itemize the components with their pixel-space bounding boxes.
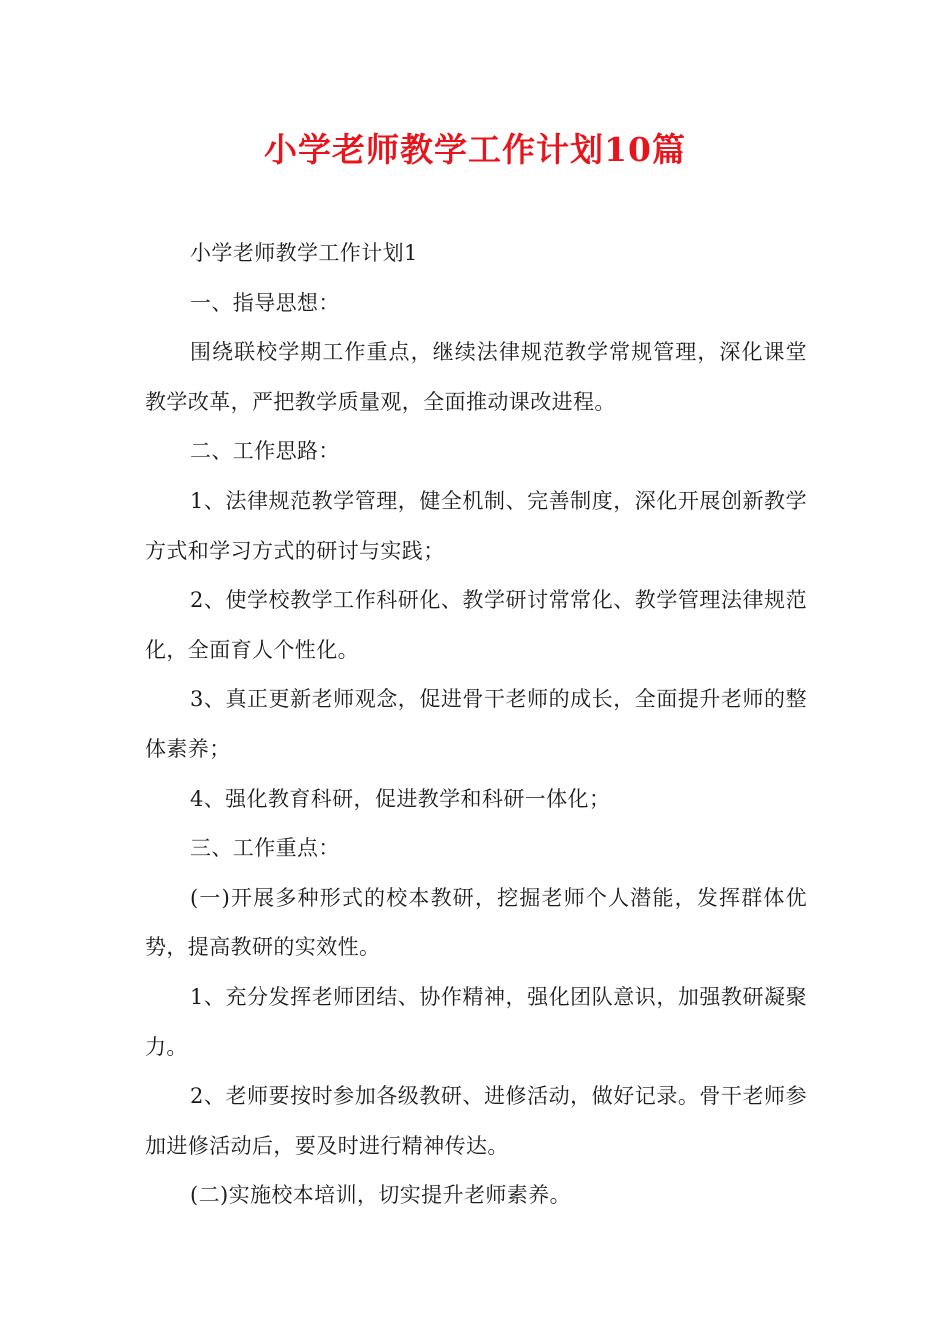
paragraph: 1、充分发挥老师团结、协作精神，强化团队意识，加强教研凝聚力。 xyxy=(145,984,807,1059)
paragraph: 4、强化教育科研，促进教学和科研一体化； xyxy=(190,786,611,811)
paragraph-plan-heading: 小学老师教学工作计划1 xyxy=(190,241,418,265)
paragraph-section-work-focus: 三、工作重点： xyxy=(190,836,340,861)
document-body xyxy=(145,229,807,1221)
paragraph-section-work-approach: 二、工作思路： xyxy=(190,439,340,464)
document-title: 小学老师教学工作计划10篇 xyxy=(264,130,686,169)
paragraph: (二)实施校本培训，切实提升老师素养。 xyxy=(190,1183,571,1208)
paragraph: 2、使学校教学工作科研化、教学研讨常常化、教学管理法律规范化，全面育人个性化。 xyxy=(145,588,807,662)
paragraph: 2、老师要按时参加各级教研、进修活动，做好记录。骨干老师参加进修活动后，要及时进行精神传达。 xyxy=(145,1084,807,1158)
paragraph: 3、真正更新老师观念，促进骨干老师的成长，全面提升老师的整体素养； xyxy=(145,687,807,761)
paragraph: 1、法律规范教学管理，健全机制、完善制度，深化开展创新教学方式和学习方式的研讨与实践； xyxy=(145,488,807,563)
paragraph: 围绕联校学期工作重点，继续法律规范教学常规管理，深化课堂教学改革，严把教学质量观，全面推动课改进程。 xyxy=(145,340,807,414)
paragraph: (一)开展多种形式的校本教研，挖掘老师个人潜能，发挥群体优势，提高教研的实效性。 xyxy=(145,885,807,960)
paragraph-section-guiding-thought: 一、指导思想： xyxy=(190,290,340,315)
